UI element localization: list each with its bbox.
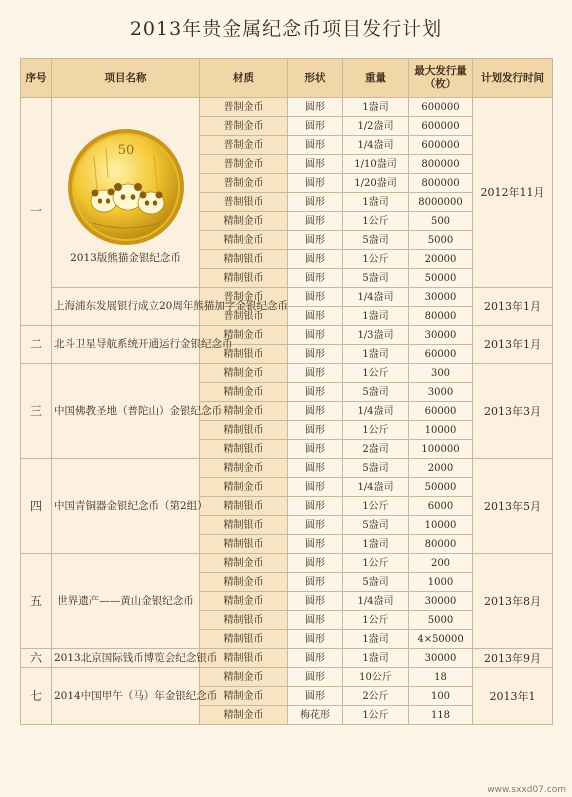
issue-date: 2013年9月 [473,649,553,668]
issue-date: 2013年1月 [473,288,553,326]
max-issue-cell: 2000 [409,459,473,478]
material-cell: 普制银币 [200,193,288,212]
table-row [21,459,553,478]
project-name-text: 2013北京国际钱币博览会纪念银币 [54,651,218,664]
shape-cell: 圆形 [288,497,343,516]
weight-cell: 1盎司 [343,630,409,649]
weight-cell: 5盎司 [343,231,409,250]
weight-cell: 5盎司 [343,459,409,478]
issue-date: 2013年8月 [473,554,553,649]
max-issue-cell: 60000 [409,345,473,364]
material-cell: 普制金币 [200,288,288,307]
weight-cell: 1/2盎司 [343,117,409,136]
shape-cell: 圆形 [288,155,343,174]
max-issue-cell: 80000 [409,307,473,326]
shape-cell: 圆形 [288,345,343,364]
watermark: www.sxxd07.com [487,785,566,795]
material-cell: 精制金币 [200,573,288,592]
table-row [21,554,553,573]
shape-cell: 圆形 [288,326,343,345]
shape-cell: 圆形 [288,592,343,611]
group-number: 七 [21,668,52,725]
project-name-text: 世界遗产——黄山金银纪念币 [57,594,194,607]
material-cell: 普制金币 [200,174,288,193]
max-issue-cell: 10000 [409,516,473,535]
project-name [52,459,208,554]
weight-cell: 1盎司 [343,535,409,554]
weight-cell: 5盎司 [343,383,409,402]
material-cell: 精制金币 [200,402,288,421]
header-date: 计划发行时间 [473,59,553,98]
issue-date: 2013年1 [473,668,553,725]
max-issue-cell: 100 [409,687,473,706]
max-issue-cell: 30000 [409,592,473,611]
weight-cell: 1公斤 [343,706,409,725]
shape-cell: 圆形 [288,269,343,288]
project-name-text: 北斗卫星导航系统开通运行金银纪念币 [54,338,233,350]
shape-cell: 圆形 [288,193,343,212]
project-name-text: 上海浦东发展银行成立20周年熊猫加字金银纪念币 [54,300,288,312]
group-number: 五 [21,554,52,649]
project-name [52,649,218,668]
header-no: 序号 [21,59,52,98]
material-cell: 普制银币 [200,307,288,326]
shape-cell: 梅花形 [288,706,343,725]
material-cell: 精制银币 [200,345,288,364]
shape-cell: 圆形 [288,402,343,421]
max-issue-cell: 600000 [409,98,473,117]
issue-date: 2013年5月 [473,459,553,554]
table-row [21,288,553,307]
material-cell: 精制金币 [200,364,288,383]
max-issue-cell: 50000 [409,269,473,288]
max-issue-cell: 600000 [409,136,473,155]
max-issue-cell: 10000 [409,421,473,440]
shape-cell: 圆形 [288,630,343,649]
table-row [21,649,553,668]
weight-cell: 1公斤 [343,497,409,516]
max-issue-cell: 5000 [409,231,473,250]
material-cell: 精制金币 [200,554,288,573]
max-issue-cell: 80000 [409,535,473,554]
header-name: 项目名称 [52,59,200,98]
shape-cell: 圆形 [288,687,343,706]
material-cell: 精制银币 [200,535,288,554]
issue-date: 2012年11月 [473,98,553,288]
max-issue-cell: 20000 [409,250,473,269]
header-max-issue: 最大发行量（枚） [409,59,473,98]
header-weight: 重量 [343,59,409,98]
shape-cell: 圆形 [288,136,343,155]
weight-cell: 1公斤 [343,611,409,630]
issue-date: 2013年1月 [473,326,553,364]
material-cell: 精制金币 [200,592,288,611]
max-issue-cell: 6000 [409,497,473,516]
shape-cell: 圆形 [288,174,343,193]
material-cell: 精制金币 [200,212,288,231]
max-issue-cell: 200 [409,554,473,573]
shape-cell: 圆形 [288,117,343,136]
group-number: 二 [21,326,52,364]
material-cell: 精制金币 [200,687,288,706]
weight-cell: 2公斤 [343,687,409,706]
material-cell: 精制银币 [200,516,288,535]
max-issue-cell: 5000 [409,611,473,630]
max-issue-cell: 60000 [409,402,473,421]
shape-cell: 圆形 [288,421,343,440]
table-header [21,59,553,98]
material-cell: 普制金币 [200,136,288,155]
weight-cell: 1/4盎司 [343,402,409,421]
max-issue-cell: 800000 [409,174,473,193]
max-issue-cell: 50000 [409,478,473,497]
shape-cell: 圆形 [288,212,343,231]
weight-cell: 5盎司 [343,269,409,288]
table-row [21,326,553,345]
weight-cell: 1公斤 [343,554,409,573]
shape-cell: 圆形 [288,478,343,497]
max-issue-cell: 30000 [409,326,473,345]
project-name-text: 中国青铜器金银纪念币（第2组） [54,499,208,512]
weight-cell: 1/20盎司 [343,174,409,193]
header-shape: 形状 [288,59,343,98]
weight-cell: 2盎司 [343,440,409,459]
project-name-text: 2013版熊猫金银纪念币 [70,252,181,264]
weight-cell: 1公斤 [343,364,409,383]
issuance-plan-table [20,58,553,725]
shape-cell: 圆形 [288,440,343,459]
material-cell: 精制金币 [200,326,288,345]
shape-cell: 圆形 [288,668,343,687]
shape-cell: 圆形 [288,573,343,592]
material-cell: 精制金币 [200,478,288,497]
material-cell: 精制金币 [200,668,288,687]
project-name [52,98,200,288]
weight-cell: 1公斤 [343,421,409,440]
project-name [52,668,218,725]
material-cell: 精制银币 [200,440,288,459]
shape-cell: 圆形 [288,231,343,250]
material-cell: 精制银币 [200,649,288,668]
project-name [52,364,222,459]
shape-cell: 圆形 [288,516,343,535]
material-cell: 精制金币 [200,231,288,250]
issue-date: 2013年3月 [473,364,553,459]
weight-cell: 1/4盎司 [343,288,409,307]
group-number: 一 [21,98,52,326]
group-number: 六 [21,649,52,668]
table-body [21,98,553,725]
max-issue-cell: 300 [409,364,473,383]
weight-cell: 1/4盎司 [343,592,409,611]
weight-cell: 1盎司 [343,193,409,212]
shape-cell: 圆形 [288,383,343,402]
weight-cell: 1/10盎司 [343,155,409,174]
group-number: 三 [21,364,52,459]
shape-cell: 圆形 [288,535,343,554]
shape-cell: 圆形 [288,250,343,269]
header-material: 材质 [200,59,288,98]
material-cell: 普制金币 [200,98,288,117]
coin-denomination: 50 [117,143,134,158]
material-cell: 精制银币 [200,630,288,649]
table-row [21,98,553,117]
project-name-text: 2014中国甲午（马）年金银纪念币 [54,689,218,702]
shape-cell: 圆形 [288,288,343,307]
weight-cell: 1/3盎司 [343,326,409,345]
max-issue-cell: 500 [409,212,473,231]
shape-cell: 圆形 [288,459,343,478]
material-cell: 精制银币 [200,250,288,269]
material-cell: 普制金币 [200,155,288,174]
max-issue-cell: 1000 [409,573,473,592]
weight-cell: 5盎司 [343,516,409,535]
material-cell: 精制银币 [200,497,288,516]
max-issue-cell: 3000 [409,383,473,402]
weight-cell: 5盎司 [343,573,409,592]
shape-cell: 圆形 [288,554,343,573]
weight-cell: 1盎司 [343,345,409,364]
project-name [52,326,233,364]
panda-gold-coin-icon [66,127,186,247]
shape-cell: 圆形 [288,98,343,117]
page-title: 2013年贵金属纪念币项目发行计划 [129,18,443,40]
shape-cell: 圆形 [288,307,343,326]
project-name-text: 中国佛教圣地（普陀山）金银纪念币 [54,404,222,417]
max-issue-cell: 800000 [409,155,473,174]
material-cell: 精制银币 [200,611,288,630]
weight-cell: 1/4盎司 [343,136,409,155]
table-row [21,364,553,383]
material-cell: 普制金币 [200,117,288,136]
weight-cell: 10公斤 [343,668,409,687]
shape-cell: 圆形 [288,611,343,630]
project-name [52,554,200,649]
max-issue-cell: 30000 [409,288,473,307]
max-issue-cell: 4×50000 [409,630,473,649]
shape-cell: 圆形 [288,649,343,668]
max-issue-cell: 600000 [409,117,473,136]
max-issue-cell: 100000 [409,440,473,459]
weight-cell: 1盎司 [343,649,409,668]
material-cell: 精制银币 [200,421,288,440]
material-cell: 精制金币 [200,383,288,402]
max-issue-cell: 118 [409,706,473,725]
weight-cell: 1盎司 [343,98,409,117]
max-issue-cell: 8000000 [409,193,473,212]
material-cell: 精制银币 [200,269,288,288]
max-issue-cell: 18 [409,668,473,687]
weight-cell: 1/4盎司 [343,478,409,497]
weight-cell: 1盎司 [343,307,409,326]
weight-cell: 1公斤 [343,250,409,269]
weight-cell: 1公斤 [343,212,409,231]
material-cell: 精制金币 [200,706,288,725]
material-cell: 精制金币 [200,459,288,478]
shape-cell: 圆形 [288,364,343,383]
max-issue-cell: 30000 [409,649,473,668]
table-row [21,668,553,687]
group-number: 四 [21,459,52,554]
